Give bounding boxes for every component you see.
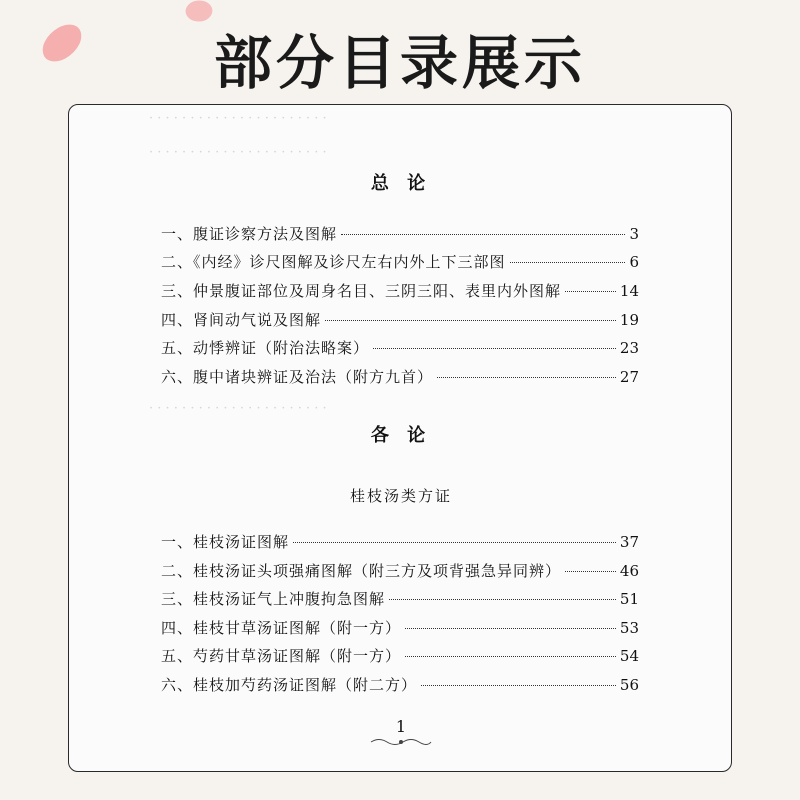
toc-entry [161, 674, 639, 694]
toc-entry-title: 四、肾间动气说及图解 [161, 311, 322, 329]
toc-entry-title: 五、动悸辨证（附治法略案） [161, 339, 370, 357]
page-ornament-icon [369, 737, 433, 747]
toc-entry-title: 二、《内经》诊尺图解及诊尺左右内外上下三部图 [161, 253, 506, 271]
toc-entry-title: 一、腹证诊察方法及图解 [161, 225, 338, 243]
bleed-through-text: · · · · · · · · · · · · · · · · · · · · · · [149, 145, 327, 160]
toc-entry-title: 五、芍药甘草汤证图解（附一方） [161, 647, 402, 665]
section-heading-general: 总 论 [370, 173, 432, 194]
leader-dots [421, 685, 616, 686]
leader-dots [373, 348, 616, 349]
leader-dots [389, 599, 616, 600]
toc-entry-page: 23 [619, 339, 639, 357]
toc-entry [161, 337, 639, 357]
toc-entry [161, 366, 639, 386]
leader-dots [293, 542, 616, 543]
toc-entry-page: 53 [619, 619, 639, 637]
toc-entry-page: 51 [619, 590, 639, 608]
toc-entry-title: 三、桂枝汤证气上冲腹拘急图解 [161, 590, 386, 608]
toc-entry [161, 309, 639, 329]
toc-entry-page: 54 [619, 647, 639, 665]
toc-entry [161, 645, 639, 665]
toc-entry [161, 588, 639, 608]
toc-entry [161, 251, 639, 271]
leader-dots [405, 628, 616, 629]
toc-entry-page: 56 [619, 676, 639, 694]
toc-entry [161, 531, 639, 551]
page-number: 1 [395, 717, 407, 736]
toc-entry [161, 560, 639, 580]
banner-title: 部分目录展示 [213, 29, 586, 97]
toc-entry-page: 27 [619, 368, 639, 386]
toc-entry-title: 四、桂枝甘草汤证图解（附一方） [161, 619, 402, 637]
toc-entry-title: 二、桂枝汤证头项强痛图解（附三方及项背强急异同辨） [161, 562, 562, 580]
toc-entry-page: 3 [629, 225, 639, 243]
toc-entry-page: 46 [619, 562, 639, 580]
section-heading-specific: 各 论 [370, 425, 432, 446]
toc-entry-page: 19 [619, 311, 639, 329]
toc-entry-page: 6 [629, 253, 639, 271]
bleed-through-text: · · · · · · · · · · · · · · · · · · · · · · [149, 401, 327, 416]
toc-entry [161, 223, 639, 243]
toc-entry-page: 14 [619, 282, 639, 300]
toc-entry-title: 六、腹中诸块辨证及治法（附方九首） [161, 368, 434, 386]
leader-dots [565, 291, 616, 292]
toc-entry [161, 280, 639, 300]
leader-dots [510, 262, 626, 263]
toc-entry-page: 37 [619, 533, 639, 551]
section-subheading: 桂枝汤类方证 [349, 487, 452, 505]
leader-dots [341, 234, 625, 235]
bleed-through-text: · · · · · · · · · · · · · · · · · · · · · · [149, 111, 327, 126]
toc-entry-title: 一、桂枝汤证图解 [161, 533, 290, 551]
leader-dots [405, 656, 616, 657]
leader-dots [565, 571, 616, 572]
toc-page [68, 104, 732, 772]
toc-entry-title: 三、仲景腹证部位及周身名目、三阴三阳、表里内外图解 [161, 282, 562, 300]
toc-entry [161, 617, 639, 637]
toc-entry-title: 六、桂枝加芍药汤证图解（附二方） [161, 676, 418, 694]
leader-dots [325, 320, 616, 321]
leader-dots [437, 377, 616, 378]
